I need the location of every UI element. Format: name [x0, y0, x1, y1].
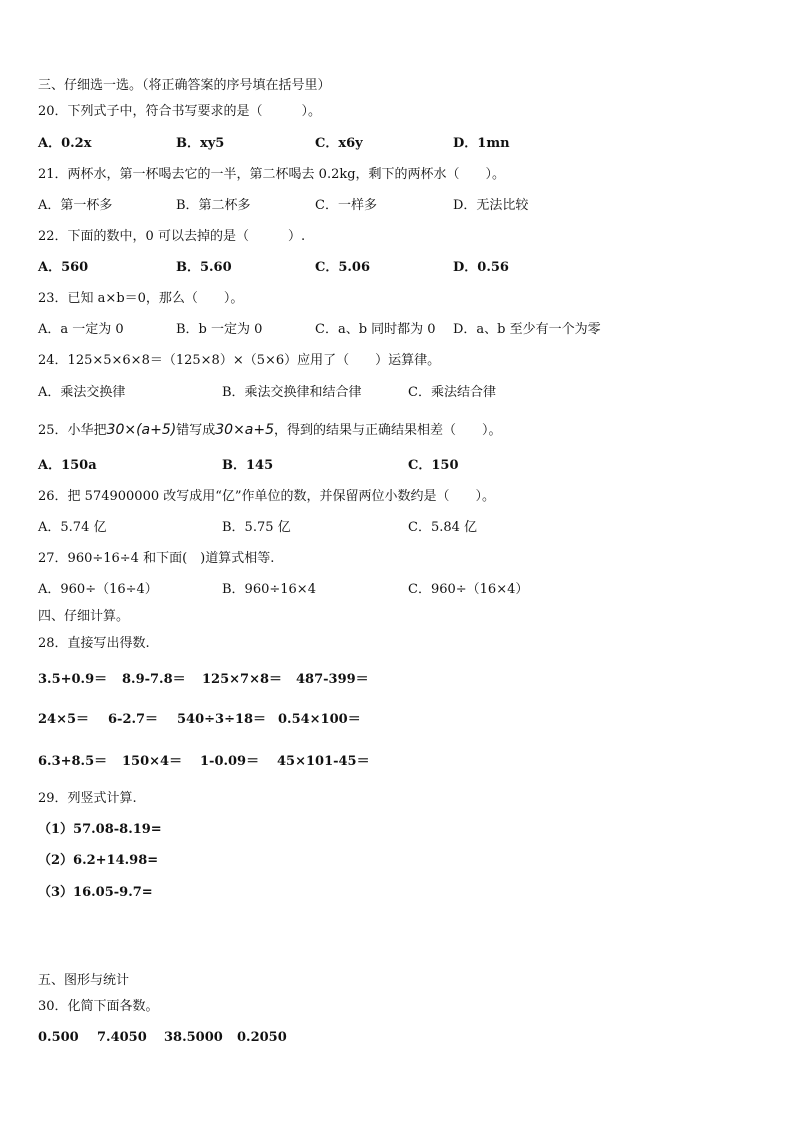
q23-option-b: B．b 一定为 0: [176, 322, 263, 337]
q20-option-d: D．1mn: [453, 136, 510, 151]
q26-option-a: A．5.74 亿: [38, 520, 107, 535]
q28-item: 150×4＝: [122, 754, 183, 769]
q24-option-b: B．乘法交换律和结合律: [222, 385, 362, 400]
q28-item: 6-2.7＝: [108, 712, 159, 727]
q25-stem-prefix: 25．小华把: [38, 423, 107, 438]
q25-expression-wrong: 30×a+5: [215, 422, 275, 438]
q21-option-d: D．无法比较: [453, 198, 529, 213]
q27-option-c: C．960÷（16×4）: [408, 582, 529, 597]
section5-heading: 五、图形与统计: [38, 973, 130, 988]
q29-item: （3）16.05-9.7=: [38, 885, 153, 900]
q28-item: 3.5+0.9＝: [38, 672, 108, 687]
q29-stem: 29．列竖式计算.: [38, 791, 137, 806]
q25-expression-correct: 30×(a+5): [106, 422, 177, 438]
q29-item: （1）57.08-8.19=: [38, 822, 162, 837]
q24-option-c: C．乘法结合律: [408, 385, 496, 400]
q30-number: 38.5000: [164, 1030, 223, 1045]
q24-option-a: A．乘法交换律: [38, 385, 126, 400]
q28-item: 8.9-7.8＝: [122, 672, 186, 687]
q25-stem: [38, 420, 502, 441]
q20-stem: 20．下列式子中，符合书写要求的是（ ）。: [38, 104, 322, 119]
q22-option-b: B．5.60: [176, 260, 232, 275]
q21-option-c: C．一样多: [315, 198, 377, 213]
q23-option-a: A．a 一定为 0: [38, 322, 124, 337]
q26-stem: 26．把 574900000 改写成用“亿”作单位的数，并保留两位小数约是（ ）。: [38, 489, 496, 504]
q28-item: 24×5＝: [38, 712, 90, 727]
q27-option-a: A．960÷（16÷4）: [38, 582, 158, 597]
q28-item: 6.3+8.5＝: [38, 754, 108, 769]
q28-item: 540÷3÷18＝: [177, 712, 267, 727]
q20-option-c: C．x6y: [315, 136, 363, 151]
q25-stem-suffix: ，得到的结果与正确结果相差（ ）。: [274, 423, 502, 438]
q28-item: 125×7×8＝: [202, 672, 283, 687]
q20-option-b: B．xy5: [176, 136, 225, 151]
q24-stem: 24．125×5×6×8＝（125×8）×（5×6）应用了（ ）运算律。: [38, 353, 441, 368]
q25-option-c: C．150: [408, 458, 459, 473]
q28-item: 45×101-45＝: [277, 754, 370, 769]
q30-stem: 30．化简下面各数。: [38, 999, 159, 1014]
q26-option-b: B．5.75 亿: [222, 520, 291, 535]
q22-stem: 22．下面的数中，0 可以去掉的是（ ）.: [38, 229, 306, 244]
q28-item: 1-0.09＝: [200, 754, 260, 769]
q25-option-b: B．145: [222, 458, 274, 473]
q21-option-b: B．第二杯多: [176, 198, 251, 213]
section3-heading: 三、仔细选一选。（将正确答案的序号填在括号里）: [38, 78, 331, 93]
q28-item: 487-399＝: [296, 672, 369, 687]
q30-number: 0.2050: [237, 1030, 287, 1045]
q25-option-a: A．150a: [38, 458, 97, 473]
q29-item: （2）6.2+14.98=: [38, 853, 159, 868]
q23-option-d: D．a、b 至少有一个为零: [453, 322, 601, 337]
q21-stem: 21．两杯水，第一杯喝去它的一半，第二杯喝去 0.2kg，剩下的两杯水（ ）。: [38, 167, 506, 182]
q26-option-c: C．5.84 亿: [408, 520, 478, 535]
q22-option-c: C．5.06: [315, 260, 371, 275]
q22-option-d: D．0.56: [453, 260, 509, 275]
q28-stem: 28．直接写出得数.: [38, 636, 150, 651]
q25-stem-middle: 错写成: [176, 423, 216, 438]
q28-item: 0.54×100＝: [278, 712, 361, 727]
q20-option-a: A．0.2x: [38, 136, 92, 151]
q21-option-a: A．第一杯多: [38, 198, 113, 213]
q23-option-c: C．a、b 同时都为 0: [315, 322, 436, 337]
q30-number: 0.500: [38, 1030, 79, 1045]
q30-number: 7.4050: [97, 1030, 147, 1045]
q27-option-b: B．960÷16×4: [222, 582, 316, 597]
q23-stem: 23．已知 a×b＝0，那么（ ）。: [38, 291, 244, 306]
q22-option-a: A．560: [38, 260, 89, 275]
section4-heading: 四、仔细计算。: [38, 609, 130, 624]
q27-stem: 27．960÷16÷4 和下面( )道算式相等.: [38, 551, 275, 566]
